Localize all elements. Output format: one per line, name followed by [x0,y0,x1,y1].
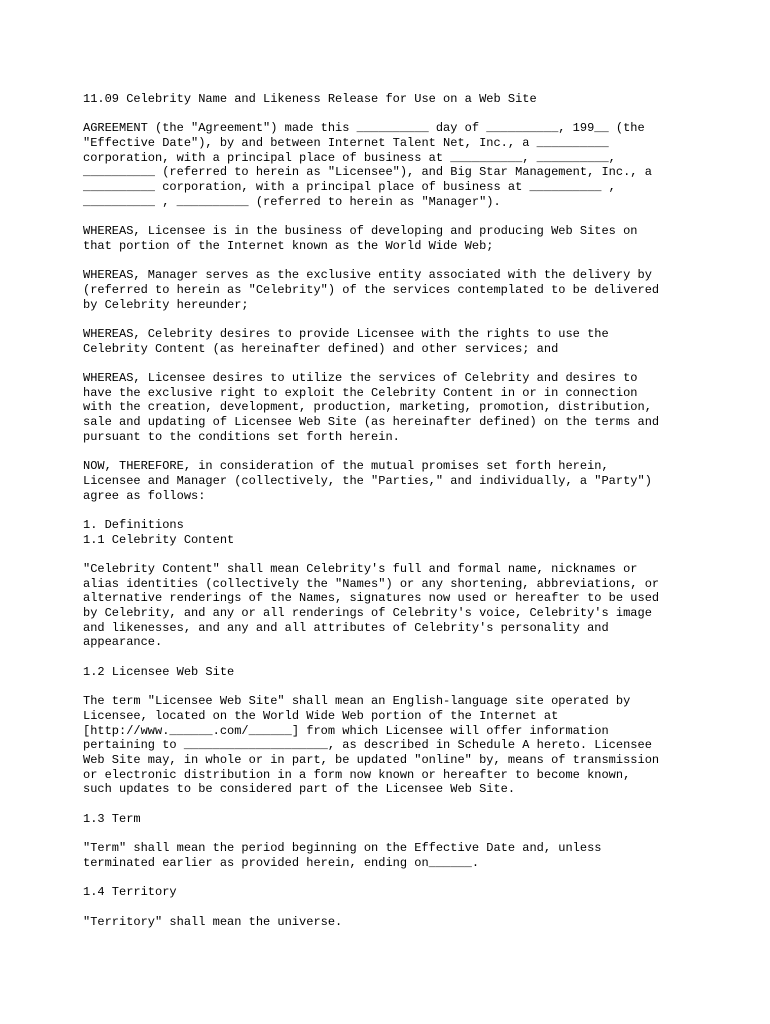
licensee-web-site-paragraph [83,694,723,797]
paragraph-line: have the exclusive right to exploit the Celebrity Content in or in connection [83,385,638,400]
spacer [83,503,723,518]
paragraph-line: pertaining to ____________________, as described in Schedule A hereto. Licensee [83,738,652,753]
paragraph-line: Web Site may, in whole or in part, be updated "online" by, means of transmission [83,752,660,767]
spacer [83,356,723,371]
whereas-paragraph-2 [83,268,723,312]
paragraph-line: AGREEMENT (the "Agreement") made this __________ day of __________, 199__ (the [83,121,645,136]
celebrity-content-paragraph [83,562,723,650]
spacer [83,680,723,695]
paragraph-line: WHEREAS, Celebrity desires to provide Licensee with the rights to use the [83,327,609,341]
whereas-paragraph-4 [83,371,723,444]
spacer [83,870,723,885]
paragraph-line: alternative renderings of the Names, signatures now used or hereafter to be used [83,591,660,606]
section-heading-licensee-web-site: 1.2 Licensee Web Site [83,664,235,679]
spacer [83,900,723,915]
paragraph-line: WHEREAS, Licensee is in the business of developing and producing Web Sites on [83,224,638,239]
paragraph-line: and likenesses, and any and all attributes of Celebrity's personality and [83,620,609,635]
paragraph-line: such updates to be considered part of the Licensee Web Site. [83,782,516,797]
spacer [83,210,723,225]
paragraph-line: "Territory" shall mean the universe. [83,914,343,929]
paragraph-line: __________ corporation, with a principal place of business at __________ , [83,180,616,195]
spacer [83,107,723,122]
now-therefore-paragraph [83,459,723,503]
paragraph-line: sale and updating of Licensee Web Site (as hereinafter defined) on the terms and [83,415,660,430]
paragraph-line: pursuant to the conditions set forth herein. [83,429,400,444]
spacer [83,650,723,665]
territory-paragraph [83,915,723,930]
section-heading-celebrity-content: 1.1 Celebrity Content [83,532,235,547]
paragraph-line: by Celebrity hereunder; [83,297,249,312]
paragraph-line: by Celebrity, and any or all renderings of Celebrity's voice, Celebrity's image [83,606,652,621]
paragraph-line: or electronic distribution in a form now known or hereafter to become known, [83,767,631,782]
spacer [83,547,723,562]
paragraph-line: with the creation, development, production, marketing, promotion, distribution, [83,400,652,415]
paragraph-line: The term "Licensee Web Site" shall mean an English-language site operated by [83,694,631,709]
agreement-paragraph [83,121,723,209]
paragraph-line: WHEREAS, Licensee desires to utilize the services of Celebrity and desires to [83,371,638,386]
paragraph-line: __________ , __________ (referred to herein as "Manager"). [83,194,501,209]
paragraph-line: Licensee, located on the World Wide Web portion of the Internet at [83,708,559,723]
spacer [83,445,723,460]
spacer [83,826,723,841]
paragraph-line: WHEREAS, Manager serves as the exclusive entity associated with the delivery by [83,268,652,283]
spacer [83,254,723,269]
spacer [83,312,723,327]
paragraph-line: NOW, THEREFORE, in consideration of the mutual promises set forth herein, [83,459,609,474]
paragraph-line: __________ (referred to herein as "Licensee"), and Big Star Management, Inc., a [83,165,652,180]
paragraph-line: "Celebrity Content" shall mean Celebrity's full and formal name, nicknames or [83,562,638,576]
paragraph-line: alias identities (collectively the "Names") or any shortening, abbreviations, or [83,576,660,591]
document-title: 11.09 Celebrity Name and Likeness Release for Use on a Web Site [83,92,537,106]
paragraph-line: "Effective Date"), by and between Internet Talent Net, Inc., a __________ [83,136,609,151]
document-page [83,92,723,929]
whereas-paragraph-3 [83,327,723,356]
spacer [83,797,723,812]
paragraph-line: corporation, with a principal place of business at __________, __________, [83,150,616,165]
paragraph-line: (referred to herein as "Celebrity") of the services contemplated to be delivered [83,282,660,297]
paragraph-line: Celebrity Content (as hereinafter defined) and other services; and [83,341,559,356]
whereas-paragraph-1 [83,224,723,253]
paragraph-line: "Term" shall mean the period beginning on the Effective Date and, unless [83,841,602,856]
term-paragraph [83,841,723,870]
section-heading-term: 1.3 Term [83,811,141,826]
paragraph-line: Licensee and Manager (collectively, the "Parties," and individually, a "Party") [83,473,652,488]
paragraph-line: terminated earlier as provided herein, ending on______. [83,855,480,870]
section-heading-territory: 1.4 Territory [83,885,177,900]
section-heading-definitions: 1. Definitions [83,517,184,532]
paragraph-line: that portion of the Internet known as the World Wide Web; [83,238,494,253]
paragraph-line: [http://www.______.com/______] from which Licensee will offer information [83,723,609,738]
paragraph-line: agree as follows: [83,488,206,503]
paragraph-line: appearance. [83,635,163,650]
